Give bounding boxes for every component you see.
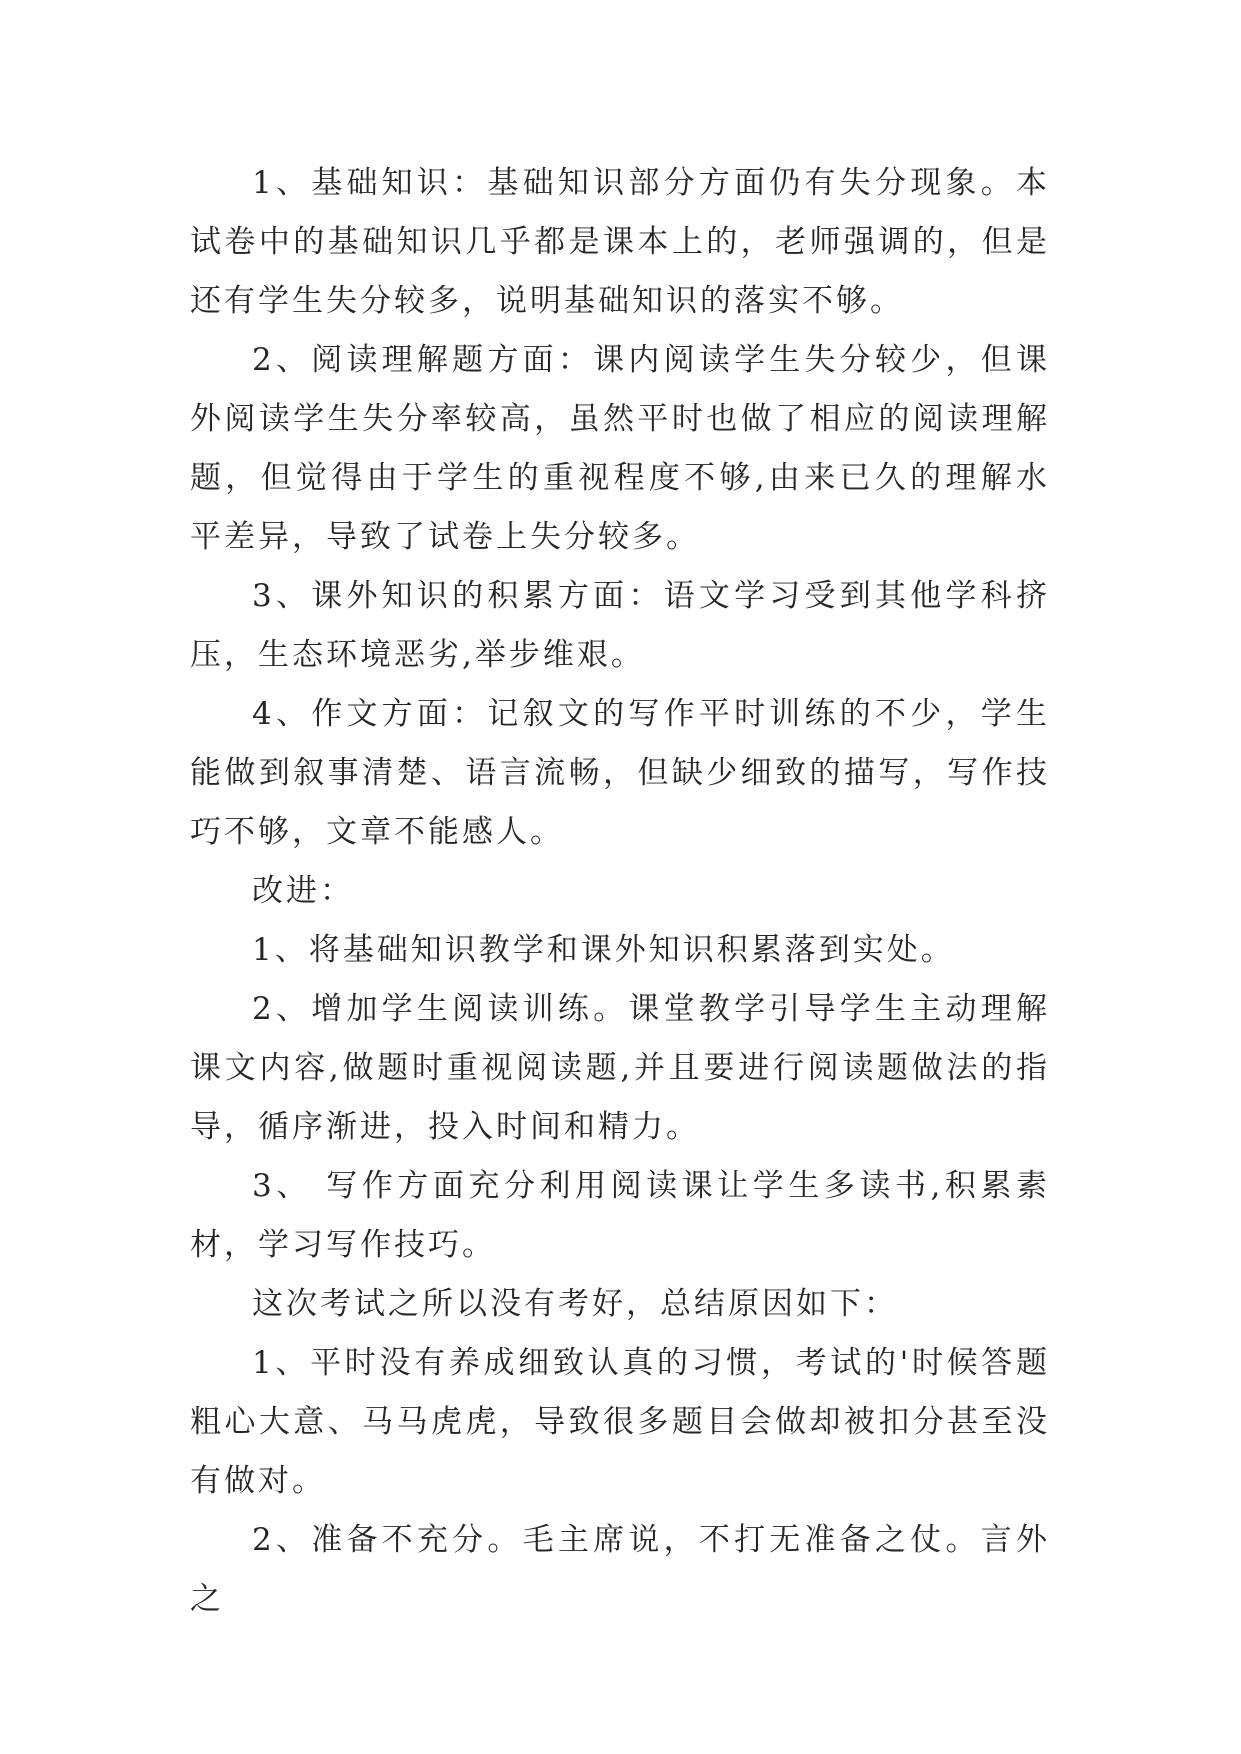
paragraph-basic-knowledge: 1、基础知识：基础知识部分方面仍有失分现象。本试卷中的基础知识几乎都是课本上的，老师强调的，但是还有学生失分较多，说明基础知识的落实不够。 [190, 165, 1050, 319]
paragraph-reason-2: 2、准备不充分。毛主席说，不打无准备之仗。言外之 [190, 1522, 1050, 1617]
paragraph-improvement-2: 2、增加学生阅读训练。课堂教学引导学生主动理解课文内容,做题时重视阅读题,并且要进行阅读题做法的指导，循序渐进，投入时间和精力。 [190, 991, 1050, 1145]
paragraph-extracurricular-knowledge: 3、课外知识的积累方面：语文学习受到其他学科挤压，生态环境恶劣,举步维艰。 [190, 578, 1050, 673]
paragraph-reasons-heading: 这次考试之所以没有考好，总结原因如下： [252, 1286, 898, 1322]
paragraph-reading-comprehension: 2、阅读理解题方面：课内阅读学生失分较少，但课外阅读学生失分率较高，虽然平时也做了相应的阅读理解题，但觉得由于学生的重视程度不够,由来已久的理解水平差异，导致了试卷上失分较多。 [190, 342, 1050, 555]
document-body [190, 154, 1050, 1629]
paragraph-improvement-3: 3、 写作方面充分利用阅读课让学生多读书,积累素材，学习写作技巧。 [190, 1168, 1050, 1263]
paragraph-reason-1: 1、平时没有养成细致认真的习惯，考试的'时候答题粗心大意、马马虎虎，导致很多题目会做却被扣分甚至没有做对。 [190, 1345, 1050, 1499]
paragraph-improvement-heading: 改进： [252, 873, 354, 909]
paragraph-composition: 4、作文方面：记叙文的写作平时训练的不少，学生能做到叙事清楚、语言流畅，但缺少细致的描写，写作技巧不够，文章不能感人。 [190, 696, 1050, 850]
paragraph-improvement-1: 1、将基础知识教学和课外知识积累落到实处。 [252, 932, 955, 968]
